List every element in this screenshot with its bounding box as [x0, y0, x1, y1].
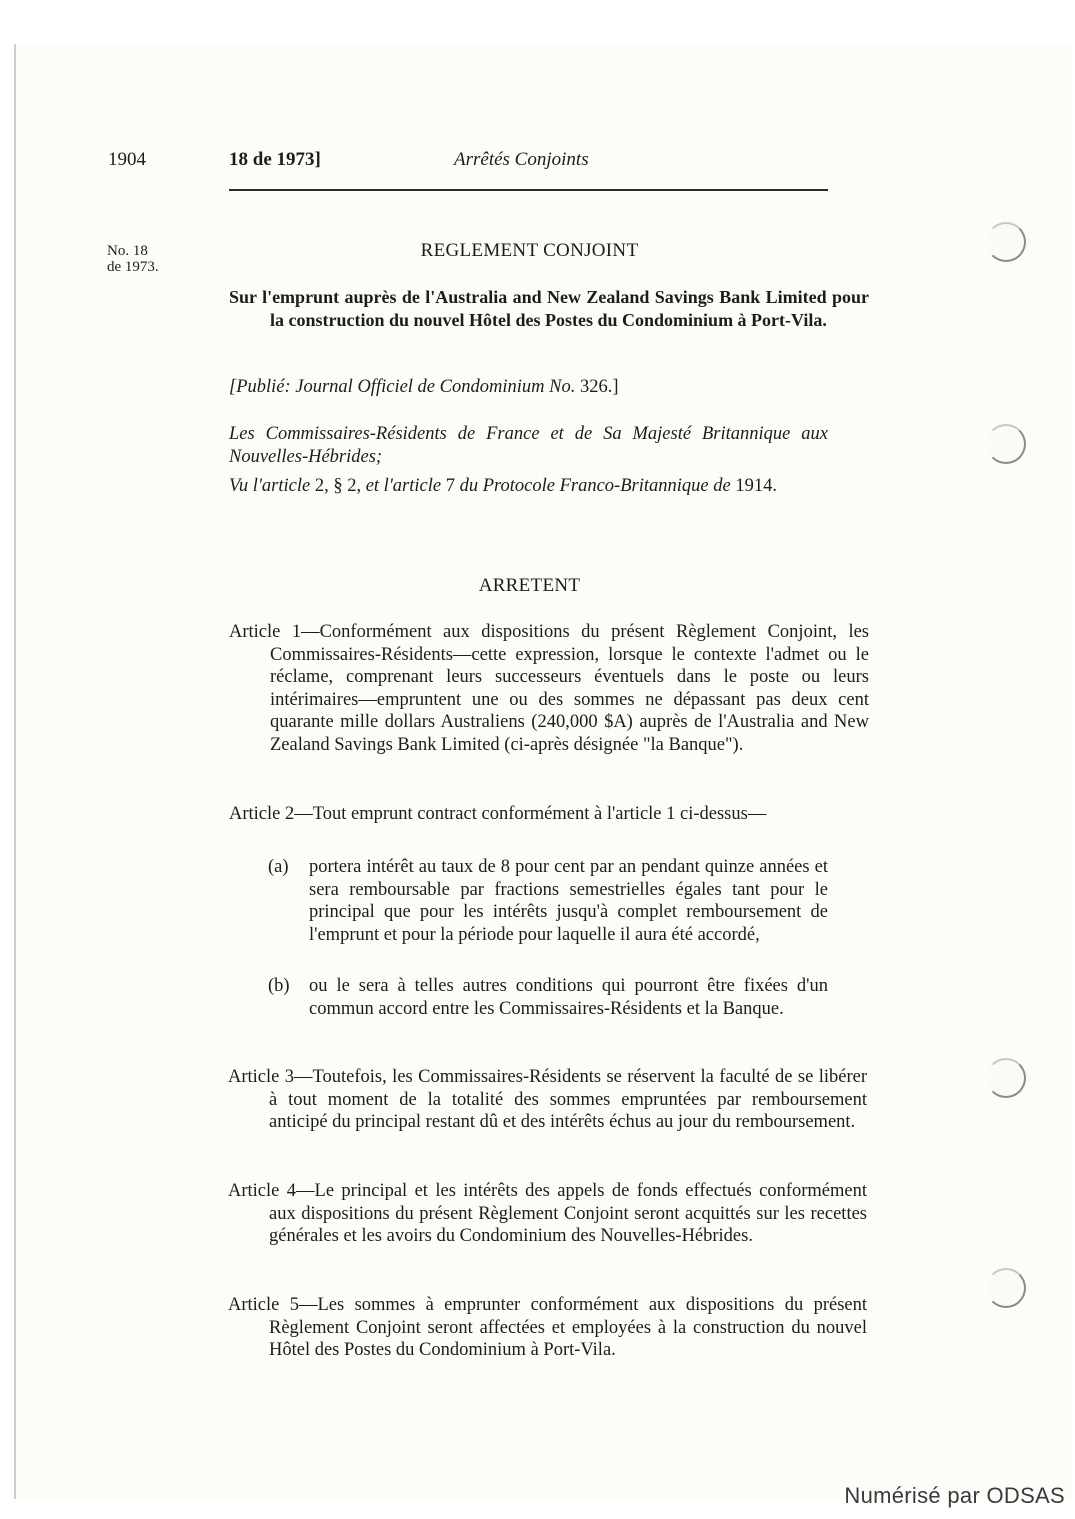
document-title: REGLEMENT CONJOINT: [420, 240, 639, 261]
item-a-text: portera intérêt au taux de 8 pour cent par an pendant quinze années et sera remboursable par fractions semestrielles égales tant pour le principal que pour les intérêts jusqu'à complet remboursement de l'emprunt et pour la période pour laquelle il aura été accordé,: [309, 857, 828, 945]
punch-hole: [986, 222, 1026, 262]
item-a-label: (a): [268, 857, 289, 877]
preamble-paragraph-2: [229, 475, 828, 498]
preamble-paragraph-1: Les Commissaires-Résidents de France et de Sa Majesté Britannique aux Nouvelles-Hébrides;: [229, 424, 828, 467]
punch-hole: [986, 424, 1026, 464]
digitized-credit: Numérisé par ODSAS: [844, 1483, 1065, 1508]
article-4: Article 4—Le principal et les intérêts des appels de fonds effectués conformément aux dispositions du présent Règlement Conjoint seront acquittés sur les recettes générales et les avoirs du Condominium des Nouvelles-Hébrides.: [228, 1181, 867, 1247]
article-3: Article 3—Toutefois, les Commissaires-Résidents se réservent la faculté de se libérer à tout moment de la totalité des sommes empruntées par remboursement anticipé du principal restant dû et des intérêts échus au jour du remboursement.: [228, 1067, 867, 1133]
section-title: Arrêtés Conjoints: [454, 149, 589, 170]
article-2-item-a: [268, 856, 828, 970]
publication-prefix: [Publié: Journal Officiel de Condominium No.: [229, 377, 576, 397]
article-1: Article 1—Conformément aux dispositions du présent Règlement Conjoint, les Commissaires-Résidents—cette expression, lorsque le contexte l'admet ou le réclame, comprenant leurs successeurs éventuels dans le poste ou leurs intérimaires—empruntent une ou des sommes ne dépassant pas deux cent quarante mille dollars Australiens (240,000 $A) auprès de l'Australia and New Zealand Savings Bank Limited (ci-après désignée "la Banque").: [229, 622, 869, 755]
item-b-text: ou le sera à telles autres conditions qui pourront être fixées d'un commun accord entre les Commissaires-Résidents et la Banque.: [309, 976, 828, 1019]
preamble-year: 1914.: [735, 476, 777, 496]
subtitle: Sur l'emprunt auprès de l'Australia and New Zealand Savings Bank Limited pour la construction du nouvel Hôtel des Postes du Condominium à Port-Vila.: [229, 287, 869, 330]
article-2-item-b: [268, 975, 828, 1045]
preamble-protocol: du Protocole Franco-Britannique de: [459, 476, 731, 496]
margin-note-year: de 1973.: [107, 259, 159, 275]
header-rule: [229, 189, 828, 191]
preamble-article-7: 7: [445, 476, 455, 496]
punch-hole: [986, 1058, 1026, 1098]
document-page: [14, 44, 1071, 1499]
page-number: 1904: [108, 149, 146, 170]
decree-heading: ARRETENT: [478, 575, 581, 596]
punch-hole: [986, 1268, 1026, 1308]
margin-note: [107, 243, 159, 275]
item-b-label: (b): [268, 976, 290, 996]
margin-note-number: No. 18: [107, 243, 148, 259]
article-2: Article 2—Tout emprunt contract conformément à l'article 1 ci-dessus—: [229, 804, 767, 824]
preamble-vu-article: Vu l'article: [229, 476, 311, 496]
ordinance-reference: 18 de 1973]: [229, 149, 321, 170]
preamble-et-article: et l'article: [365, 476, 442, 496]
publication-number: 326.]: [579, 377, 619, 397]
preamble-article-2: 2, § 2,: [314, 476, 362, 496]
article-5: Article 5—Les sommes à emprunter conformément aux dispositions du présent Règlement Conjoint seront affectées et employées à la construction du nouvel Hôtel des Postes du Condominium à Port-Vila.: [228, 1295, 867, 1361]
publication-note: [229, 376, 619, 399]
